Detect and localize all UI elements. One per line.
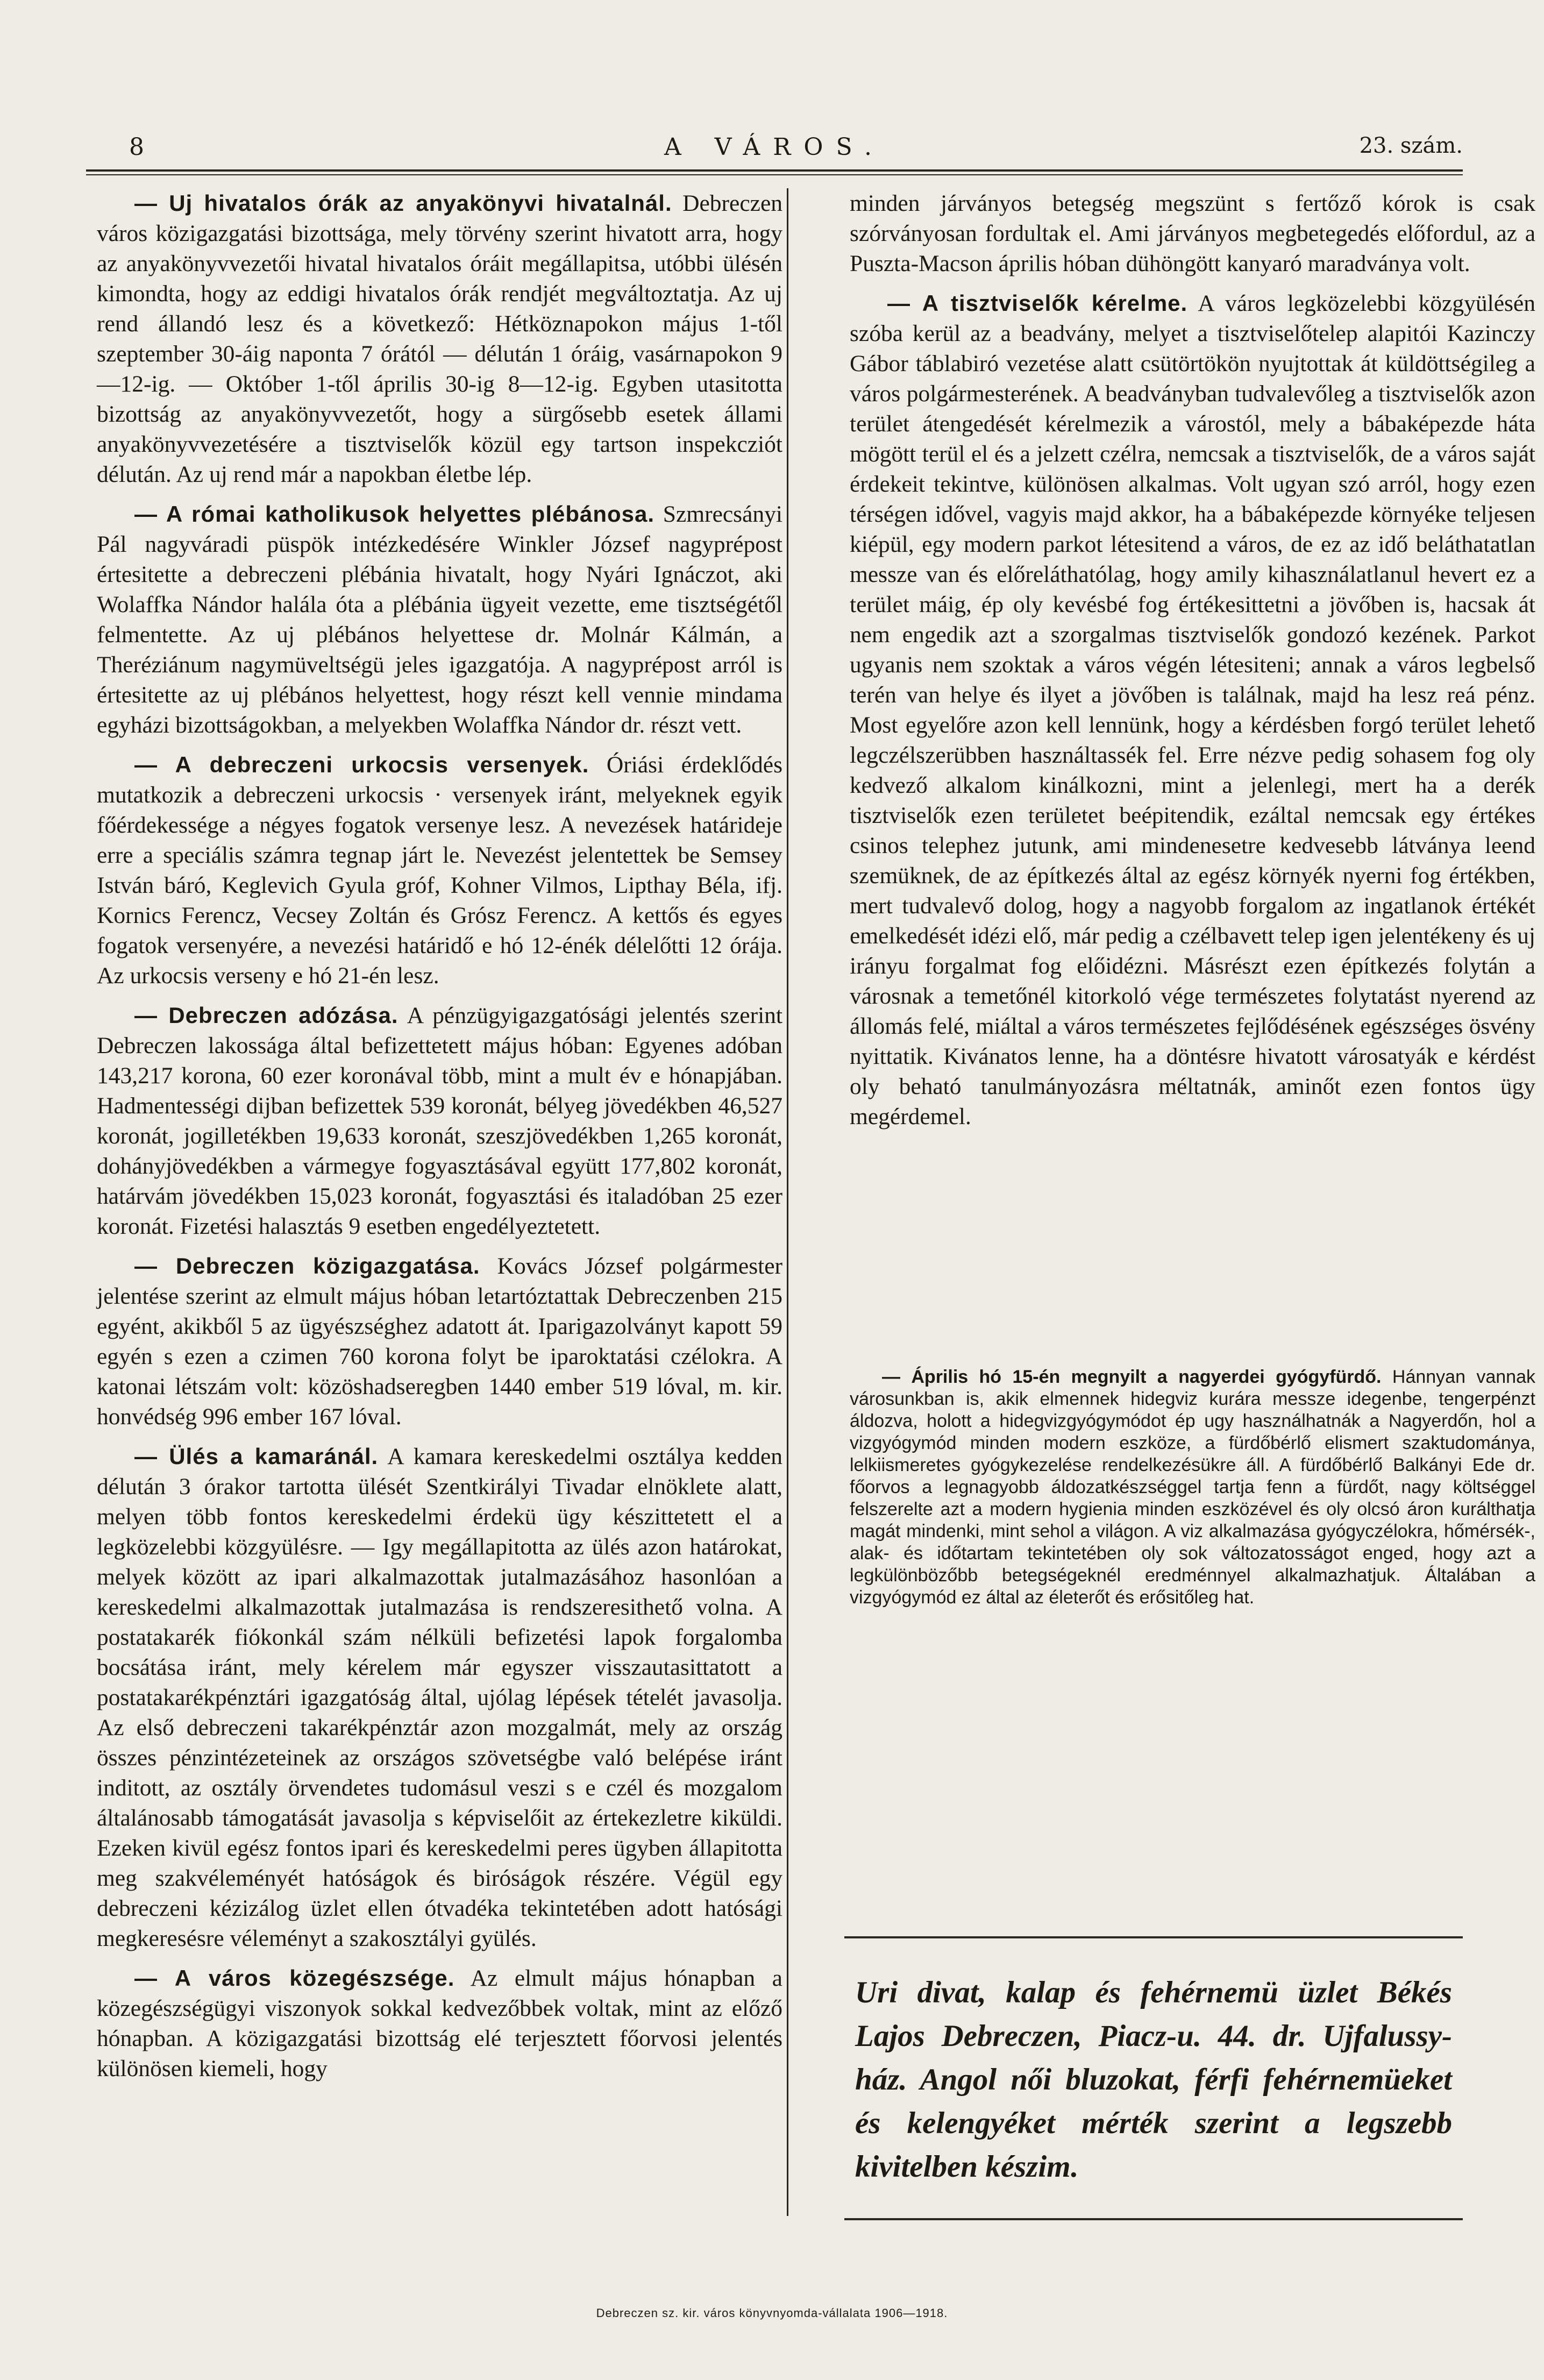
- notice-heading: — Április hó 15-én megnyilt a nagyerdei gyógyfürdő.: [882, 1367, 1382, 1387]
- advertisement-text: Uri divat, kalap és fehérnemü üzlet Békés Lajos Debreczen, Piacz-u. 44. dr. Ujfalussy-ház. Angol női bluzokat, férfi fehérnemüeket és kelengyéket mérték szerint a legszebb kivitelben késziт.: [855, 1976, 1452, 2184]
- notice-paragraph: [850, 1366, 1535, 1609]
- issue-number: 23. szám.: [1359, 133, 1463, 158]
- article: [97, 1000, 782, 1241]
- article-body: Kovács József polgármester jelentése szerint az elmult május hóban letartóztattak Debreczenben 215 egyént, akikből 5 az ügyészséghez adatott át. Iparigazolványt kapott 59 egyén s ezen a czimen 760 korona folyt be iparoktatási czélokra. A katonai létszám volt: közöshadseregben 1440 ember 519 lóval, m. kir. honvédség 996 ember 167 lóval.: [97, 1253, 783, 1430]
- article-heading: — A debreczeni urkocsis versenyek.: [134, 752, 589, 777]
- article: [97, 750, 782, 991]
- article-body: Debreczen város közigazgatási bizottsága, mely törvény szerint hivatott arra, hogy az anyakönyvvezetői hivatal hivatalos óráit megállapitsa, utóbbi ülésén kimondta, hogy az eddigi hivatalos órák rendjét megváltoztatja. Az uj rend állandó lesz és a következő: Hétköznapokon május 1-től szeptember 30-áig naponta 7 órától — délután 1 óráig, vasárnapokon 9—12-ig. — Október 1-től április 30-ig 8—12-ig. Egyben utasitotta bizottság az anyakönyvvezetőt, hogy a sürgősebb esetek állami anyakönyvvezetésére a tisztviselők közül egy tartson inspekcziót délután. Az uj rend már a napokban életbe lép.: [97, 190, 782, 487]
- article-body: minden járványos betegség megszünt s fertőző kórok is csak szórványosan fordultak el. Ami járványos megbetegedés előfordul, az a Puszta-Macson április hóban dühöngött kanyaró maradványa volt.: [850, 190, 1535, 276]
- article-heading: — Ülés a kamaránál.: [134, 1444, 379, 1469]
- article: [97, 1251, 782, 1432]
- notice-body: Hánnyan vannak városunkban is, akik elmennek hidegviz kurára messze idegenbe, tengerpénzt áldozva, holott a hidegvizgyógymódot ép ugy használhatnák a Nagyerdőn, hol a vizgyógymód minden modern eszköze, a fürdőbérlő elismert szaktudománya, lelkiismeretes gyógykezelése rendelkezésükre áll. A fürdőbérlő Balkányi Ede dr. főorvos a legnagyobb áldozatkészséggel tartja fenn a fürdőt, nagy költséggel felszerelte azt a modern hygienia minden eszközével és oly olcsó áron kurálthatja magát mindenki, mint sehol a világon. A viz alkalmazása gyógyczélokra, hőmérsék-, alak- és időtartam tekintetében oly sok változatosságot enged, hogy azt a legkülönbözőbb betegségeknél eredménnyel alkalmazhatjuk. Általában a vizgyógymód ez által az életerőt és erősitőleg hat.: [850, 1367, 1535, 1608]
- left-column: [97, 188, 783, 2081]
- article: [850, 188, 1535, 279]
- spa-notice: [850, 1361, 1535, 1931]
- article-body: A pénzügyigazgatósági jelentés szerint Debreczen lakossága által befizettetett május hóban: Egyenes adóban 143,217 korona, 60 ezer koronával több, mint a mult év e hónapjában. Hadmentességi dijban befizettek 539 koronát, bélyeg jövedékben 46,527 koronát, jogilletékben 19,633 koronát, szeszjövedékben 1,265 koronát, dohányjövedékben a vármegye fogyasztásával együtt 177,802 koronát, határvám jövedékben 15,023 koronát, fogyasztási és italadóban 25 ezer koronát. Fizetési halasztás 9 esetben engedélyeztetett.: [97, 1003, 783, 1239]
- article-heading: — A város közegészsége.: [134, 1965, 455, 1991]
- header-rule-thin: [86, 174, 1463, 175]
- right-column: [850, 188, 1535, 1345]
- article-heading: — Debreczen közigazgatása.: [134, 1253, 480, 1278]
- printer-imprint: Debreczen sz. kir. város könyvnyomda-vállalata 1906—1918.: [596, 2306, 948, 2320]
- advertisement-box: [844, 1936, 1463, 2220]
- article: [97, 1963, 782, 2084]
- article-heading: — Debreczen adózása.: [134, 1003, 399, 1028]
- article-heading: — A tisztviselők kérelme.: [887, 290, 1188, 316]
- page-header: [86, 133, 1463, 171]
- column-divider: [787, 188, 788, 2216]
- article: [97, 188, 782, 489]
- article-body: Szmrecsányi Pál nagyváradi püspök intézkedésére Winkler József nagyprépost értesitette a debreczeni plébánia hivatalt, hogy Nyári Ignáczot, aki Wolaffka Nándor halála óta a plébánia ügyeit vezette, eme tisztségétől felmentette. Az uj plébános helyettese dr. Molnár Kálmán, a Theréziánum nagymüveltségü jeles igazgatója. A nagyprépost arról is értesitette az uj plébános helyettest, hogy részt kell vennie mindama egyházi bizottságokban, a melyekben Wolaffka Nándor dr. részt vett.: [97, 501, 783, 738]
- article: [97, 1441, 782, 1953]
- header-rule: [86, 169, 1463, 172]
- newspaper-title: A VÁROS.: [664, 133, 885, 161]
- article-body: Az elmult május hónapban a közegészségügyi viszonyok sokkal kedvezőbbek voltak, mint az előző hónapban. A közigazgatási bizottság elé terjesztett főorvosi jelentés különösen kiemeli, hogy: [97, 1965, 782, 2081]
- article-heading: — Uj hivatalos órák az anyakönyvi hivatalnál.: [134, 190, 672, 216]
- article-body: Óriási érdeklődés mutatkozik a debreczeni urkocsis · versenyek iránt, melyeknek egyik főérdekessége a négyes fogatok versenye lesz. A nevezések határideje erre a speciális számra tegnap járt le. Nevezést jelentettek be Semsey István báró, Keglevich Gyula gróf, Kohner Vilmos, Lipthay Béla, ifj. Kornics Ferencz, Vecsey Zoltán és Grósz Ferencz. A kettős és egyes fogatok versenyére, a nevezési határidő e hó 12-énék délelőtti 12 órája. Az urkocsis verseny e hó 21-én lesz.: [97, 752, 782, 989]
- article: [97, 499, 782, 740]
- article: [850, 288, 1535, 1132]
- article-body: A város legközelebbi közgyülésén szóba kerül az a beadvány, melyet a tisztviselőtelep alapitói Kazinczy Gábor táblabiró vezetése alatt csütörtökön nyujtottak át küldöttségileg a város polgármesterének. A beadványban tudvalevőleg a tisztviselők azon terület átengedését kérelmezik a várostól, mely a bábaképezde háta mögött terül el és a jelzett czélra, nemcsak a tisztviselők, de a város saját érdekeit tekintve, különösen alkalmas. Volt ugyan szó arról, hogy ezen térségen idővel, vagyis majd akkor, ha a bábaképezde környéke teljesen kiépül, egy modern parkot létesitend a város, de ez az idő beláthatatlan messze van és előreláthatólag, hogy amily kihasználatlanul hevert ez a terület máig, ép oly kevésbé fog értékesittetni a jövőben is, hacsak át nem engedik azt a szorgalmas tisztviselők gondozó kezének. Parkot ugyanis nem szoktak a város végén létesiteni; annak a város legbelső terén van helye és ilyet a jövőben is találnak, majd ha lesz reá pénz. Most egyelőre azon kell lennünk, hogy a kérdésben forgó terület lehető legczélszerübben használtassék fel. Erre nézve pedig sohasem fog oly kedvező alkalom kinálkozni, mint a jelenlegi, mert ha a derék tisztviselők ezen területet beépitendik, ezáltal nemcsak egy értékes csinos telephez jutunk, ami mindenesetre kedvesebb látványa leend szemüknek, de az építkezés által az egész környék nyerni fog értékben, mert tudvalevő dolog, hogy a nagyobb forgalom az ingatlanok értékét emelkedését idézi elő, már pedig a czélbavett telep igen jelentékeny és uj irányu forgalmat fog előidézni. Másrészt ezen építkezés folytán a városnak a temetőnél kitorkoló vége természetes folytatást nyerend az állomás felé, miáltal a város természetes fejlődésének egészséges ösvény nyittatik. Kivánatos lenne, ha a döntésre hivatott városatyák e kérdést oly beható tanulmányozásra méltatnák, aminőt ezen fontos ügy megérdemel.: [850, 290, 1535, 1129]
- page-number: 8: [129, 133, 144, 161]
- article-heading: — A római katholikusok helyettes plébánosa.: [134, 501, 655, 527]
- article-body: A kamara kereskedelmi osztálya kedden délután 3 órakor tartotta ülését Szentkirályi Tivadar elnöklete alatt, melyen több fontos kereskedelmi érdekü ügy készittetett el a legközelebbi közgyülésre. — Igy megállapitotta az ülés azon határokat, melyek között az ipari alkalmazottak jutalmazásához hasonlóan a kereskedelmi alkalmazottak jutalmazása is rendszeresithető volna. A postatakarék fiókonkál szám nélküli befizetési lapok forgalomba bocsátása iránt, mely kérelem már egyszer visszautasittatott a postatakarékpénztári igazgatóság által, ujólag lépések tételét javasolja. Az első debreczeni takarékpénztár azon mozgalmát, mely az ország összes pénzintézeteinek az országos szövetségbe való belépése iránt inditott, az osztály örvendetes tudomásul veszi s e czél és mozgalom általánosabb támogatását javasolja s képviselőit az értekezletre kiküldi. Ezeken kivül egész fontos ipari és kereskedelmi peres ügyben állapitotta meg szakvéleményét hatóságok és biróságok részére. Végül egy debreczeni kézizálog üzlet ellen ótvadéka tekintetében adott hatósági megkeresésre véleményt a szakosztályi gyülés.: [97, 1444, 782, 1951]
